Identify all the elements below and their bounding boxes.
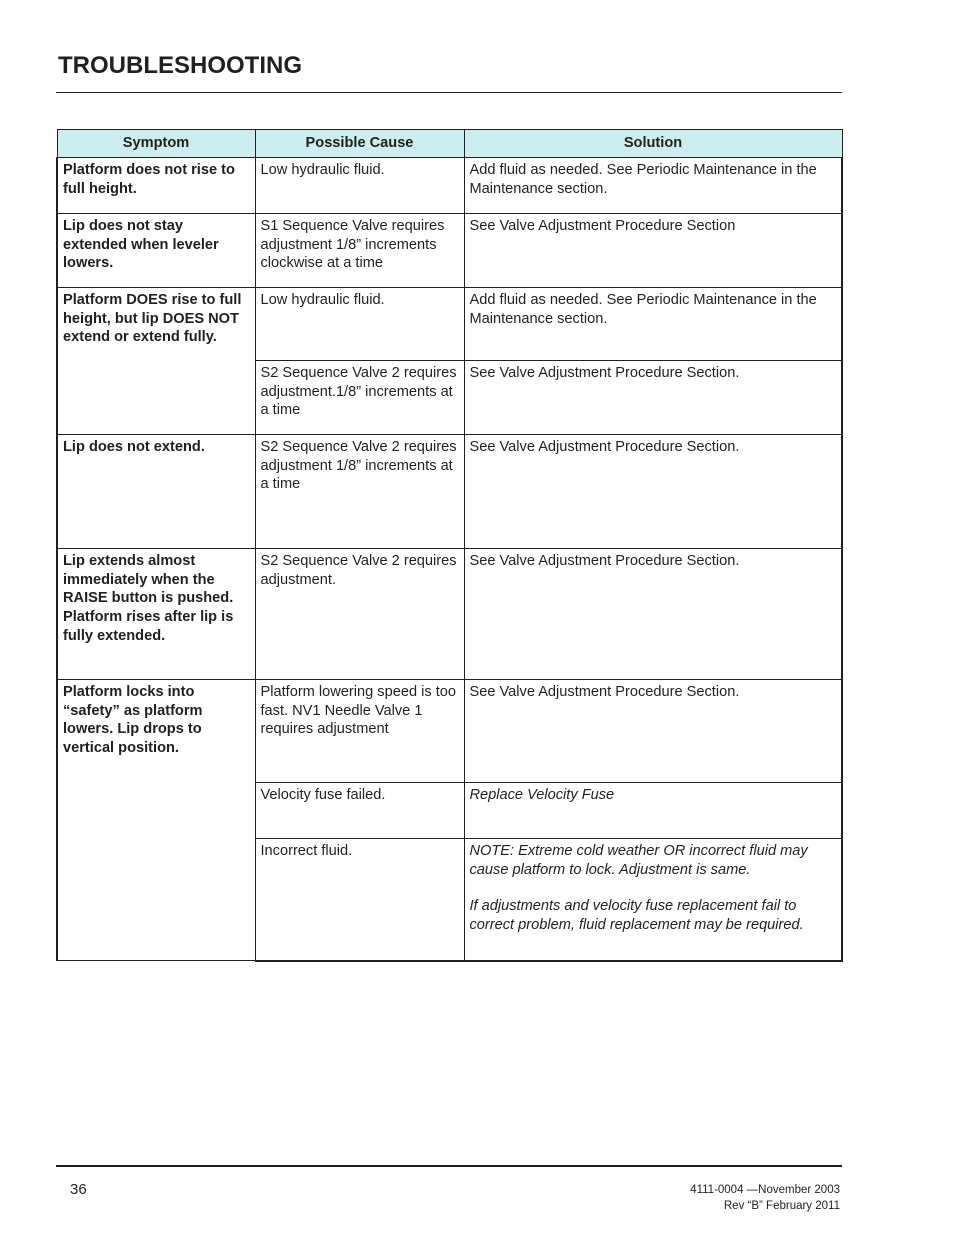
solution-cell: See Valve Adjustment Procedure Section.	[464, 361, 842, 435]
symptom-cell: Lip does not extend.	[57, 435, 255, 549]
document-revision-info	[690, 1183, 840, 1214]
cause-cell: S2 Sequence Valve 2 requires adjustment.1/8” increments at a time	[255, 361, 464, 435]
table-row	[57, 288, 842, 361]
symptom-cell: Platform locks into “safety” as platform lowers. Lip drops to vertical position.	[57, 680, 255, 961]
page-title: TROUBLESHOOTING	[58, 52, 302, 79]
troubleshooting-table	[56, 129, 843, 962]
solution-cell	[464, 839, 842, 961]
table-row	[57, 158, 842, 214]
footer-divider	[56, 1165, 842, 1167]
document-number-date: 4111-0004 —November 2003	[690, 1184, 840, 1196]
paragraph-spacer	[470, 879, 838, 897]
page-number: 36	[70, 1181, 87, 1198]
solution-note: NOTE: Extreme cold weather OR incorrect fluid may cause platform to lock. Adjustment is same.	[469, 843, 808, 878]
solution-cell: Add fluid as needed. See Periodic Maintenance in the Maintenance section.	[464, 288, 842, 361]
solution-cell: See Valve Adjustment Procedure Section.	[464, 680, 842, 783]
solution-note-2: If adjustments and velocity fuse replacement fail to correct problem, fluid replacement may be required.	[469, 898, 804, 934]
table-row	[57, 549, 842, 680]
symptom-cell: Platform does not rise to full height.	[57, 158, 255, 214]
table-row	[57, 680, 842, 783]
solution-cell: See Valve Adjustment Procedure Section.	[464, 435, 842, 549]
cause-cell: Incorrect fluid.	[255, 839, 464, 961]
header-possible-cause: Possible Cause	[255, 130, 464, 158]
cause-cell: Velocity fuse failed.	[255, 783, 464, 839]
solution-cell: See Valve Adjustment Procedure Section	[464, 214, 842, 288]
cause-cell: Platform lowering speed is too fast. NV1 Needle Valve 1 requires adjustment	[255, 680, 464, 783]
symptom-cell: Platform DOES rise to full height, but lip DOES NOT extend or extend fully.	[57, 288, 255, 435]
cause-cell: S2 Sequence Valve 2 requires adjustment.	[255, 549, 464, 680]
cause-cell: S1 Sequence Valve requires adjustment 1/8” increments clockwise at a time	[255, 214, 464, 288]
solution-cell: Add fluid as needed. See Periodic Maintenance in the Maintenance section.	[464, 158, 842, 214]
symptom-cell: Lip extends almost immediately when the RAISE button is pushed. Platform rises after lip is fully extended.	[57, 549, 255, 680]
table-row	[57, 214, 842, 288]
header-solution: Solution	[464, 130, 842, 158]
cause-cell: Low hydraulic fluid.	[255, 158, 464, 214]
cause-cell: S2 Sequence Valve 2 requires adjustment 1/8” increments at a time	[255, 435, 464, 549]
header-symptom: Symptom	[57, 130, 255, 158]
title-divider	[56, 92, 842, 93]
table-header-row	[57, 130, 842, 158]
solution-cell: Replace Velocity Fuse	[464, 783, 842, 839]
table-row	[57, 435, 842, 549]
solution-cell: See Valve Adjustment Procedure Section.	[464, 549, 842, 680]
cause-cell: Low hydraulic fluid.	[255, 288, 464, 361]
revision-date: Rev “B” February 2011	[723, 1199, 840, 1212]
symptom-cell: Lip does not stay extended when leveler lowers.	[57, 214, 255, 288]
